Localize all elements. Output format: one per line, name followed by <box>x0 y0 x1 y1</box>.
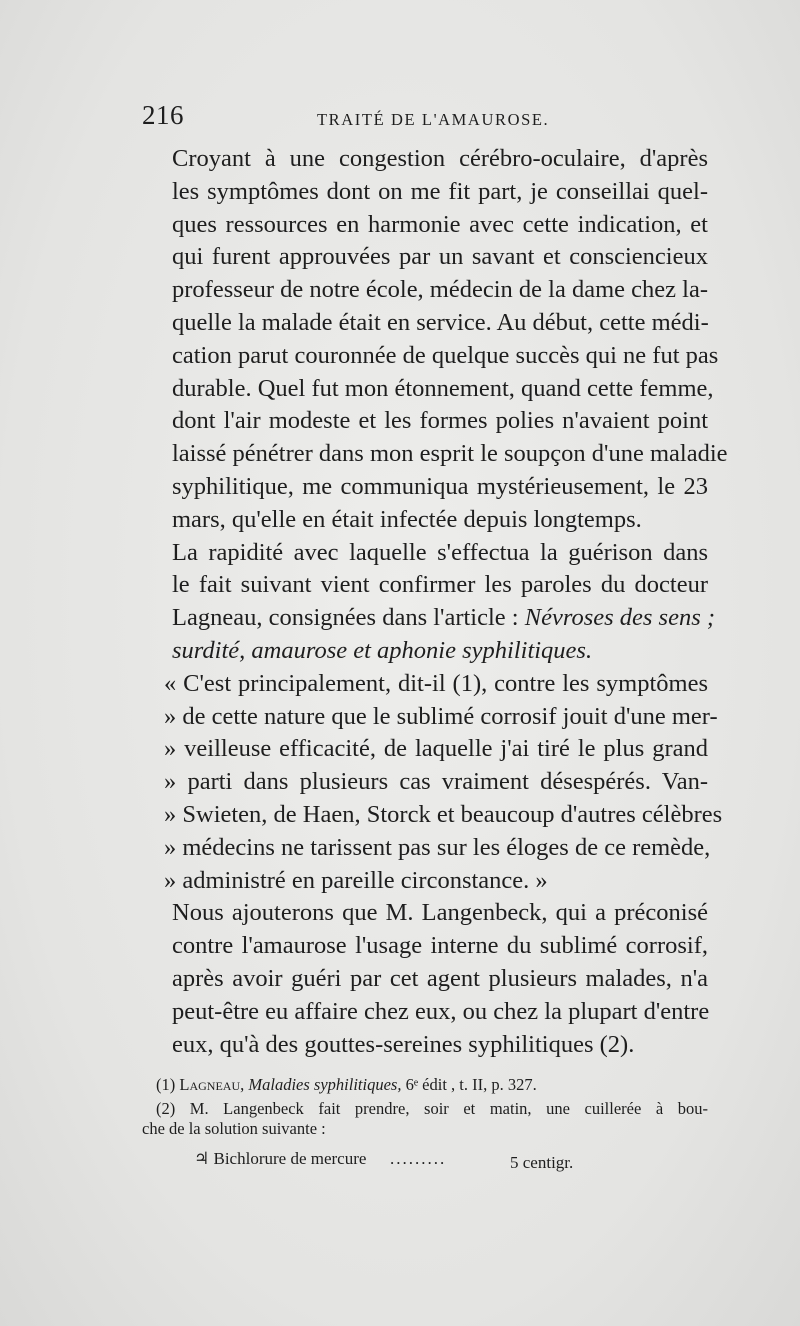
paragraph-1 <box>142 143 728 537</box>
text-line: laissé pénétrer dans mon esprit le soupçon d'une maladie <box>172 440 728 468</box>
footnotes <box>142 1075 708 1173</box>
text-line: syphilitique, me communiqua mystérieusement, le 23 <box>172 472 708 500</box>
text-line: Croyant à une congestion cérébro-oculaire, d'après <box>172 145 708 172</box>
quote-line: » parti dans plusieurs cas vraiment désespérés. Van- <box>164 768 708 796</box>
italic-title-segment: Névroses des sens ; <box>524 604 716 632</box>
running-head: TRAITÉ DE L'AMAUROSE. <box>317 110 550 129</box>
quote-line: « C'est principalement, dit-il (1), contre les symptômes <box>164 669 708 697</box>
page-number: 216 <box>142 100 184 130</box>
text-line: après avoir guéri par cet agent plusieurs malades, n'a <box>172 964 708 992</box>
footnote-line: che de la solution suivante : <box>142 1119 326 1138</box>
text-line: eux, qu'à des gouttes-sereines syphilitiques (2). <box>172 1030 635 1058</box>
quote-line: » veilleuse efficacité, de laquelle j'ai tiré le plus grand <box>164 735 708 763</box>
prescription-line <box>142 1149 708 1173</box>
text-line: peut-être eu affaire chez eux, ou chez la plupart d'entre <box>172 997 710 1025</box>
text-segment: Lagneau, consignées dans l'article : <box>172 604 519 632</box>
footnote-reference: 6ᵉ édit , t. II, p. 327. <box>405 1075 537 1094</box>
text-line: La rapidité avec laquelle s'effectua la guérison dans <box>172 538 708 566</box>
paragraph-2 <box>142 537 716 668</box>
text-line: contre l'amaurose l'usage interne du sublimé corrosif, <box>172 932 708 960</box>
footnote-marker: (1) <box>156 1075 176 1094</box>
footnote-title: Maladies syphilitiques, <box>248 1075 402 1094</box>
leader-dots: ......... <box>390 1149 447 1168</box>
text-line: quelle la malade était en service. Au début, cette médi- <box>172 308 709 336</box>
prescription-ingredient: ♃ Bichlorure de mercure <box>194 1149 367 1168</box>
text-line: cation parut couronnée de quelque succès qui ne fut pas <box>172 341 719 369</box>
text-line: ques ressources en harmonie avec cette indication, et <box>172 210 708 238</box>
body-text <box>142 143 728 1061</box>
text-line: dont l'air modeste et les formes polies n'avaient point <box>172 407 708 435</box>
text-line: le fait suivant vient confirmer les paroles du docteur <box>172 571 708 599</box>
text-line-with-italic <box>142 602 716 635</box>
footnote-2 <box>142 1099 708 1139</box>
text-line: les symptômes dont on me fit part, je conseillai quel- <box>172 177 708 205</box>
quote-line: » de cette nature que le sublimé corrosif jouit d'une mer- <box>164 702 718 730</box>
quote-line: » médecins ne tarissent pas sur les éloges de ce remède, <box>164 833 711 861</box>
footnote-line: (2) M. Langenbeck fait prendre, soir et matin, une cuillerée à bou- <box>156 1099 708 1118</box>
quotation-paragraph <box>142 668 723 898</box>
footnote-author: Lagneau, <box>179 1075 245 1094</box>
paragraph-4 <box>142 897 708 1061</box>
text-line: professeur de notre école, médecin de la dame chez la- <box>172 276 708 304</box>
text-line: Nous ajouterons que M. Langenbeck, qui a préconisé <box>172 899 708 927</box>
quote-line: » administré en pareille circonstance. » <box>164 866 548 894</box>
prescription-dose: 5 centigr. <box>510 1153 574 1172</box>
text-line: durable. Quel fut mon étonnement, quand cette femme, <box>172 374 714 402</box>
text-line: qui furent approuvées par un savant et consciencieux <box>172 243 708 271</box>
footnote-1 <box>142 1075 708 1095</box>
text-line: mars, qu'elle en était infectée depuis longtemps. <box>172 505 642 533</box>
italic-title-line: surdité, amaurose et aphonie syphilitiques. <box>172 636 593 664</box>
page-header <box>142 100 702 134</box>
quote-line: » Swieten, de Haen, Storck et beaucoup d'autres célèbres <box>164 800 723 828</box>
